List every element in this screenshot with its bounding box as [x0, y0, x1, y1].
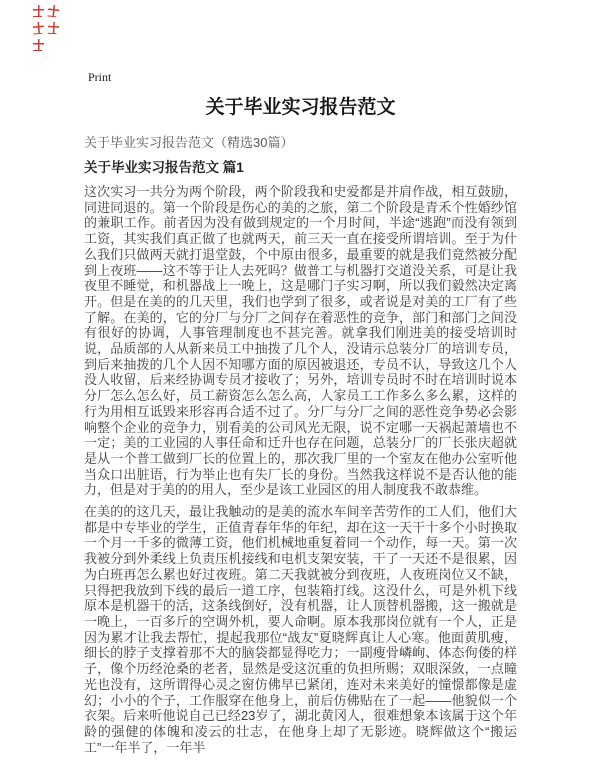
document-content — [84, 98, 517, 761]
paragraph-2: 在美的的这几天，最让我触动的是美的流水车间辛苦劳作的工人们，他们大都是中专毕业的学生，正值青春年华的年纪，却在这一天干十多个小时换取一个月一千多的微薄工资，他们机械地重复着同一个动作，每一天。第一次我被分到外柔线上负责压机接线和电机支架安装，干了一天还不是很累，因为白班再怎么累也好过夜班。第二天我就被分到夜班，人夜班岗位又不缺，只得把我放到下线的最后一道工序，包装箱打线。这没什么，可是外机下线原本是机器干的活，这条线倒好，没有机器，让人顶替机器搬，这一搬就是一晚上，一百多斤的空调外机，要人命啊。原本我那岗位就有一个人，正是因为累才让我去帮忙，提起我那位“战友”夏晓辉真让人心寒。他面黄肌瘦，细长的脖子支撑着那不大的脑袋都显得吃力；一副瘦骨嶙峋、体态佝偻的样子，像个历经沧桑的老者，显然是受这沉重的负担所赐；双眼深敛，一点瞳光也没有，这所谓得心灵之窗仿佛早已紧闭，连对未来美好的憧憬都像是虚幻；小小的个子，工作服穿在他身上，前后仿佛贴在了一起——他貌似一个衣架。后来听他说自己已经23岁了，湖北黄冈人，很难想象本该属于这个年龄的强健的体魄和凌云的壮志，在他身上却了无影迹。晓辉做这个“搬运工”一年半了，一年半 — [84, 504, 517, 755]
page-title: 关于毕业实习报告范文 — [205, 97, 396, 118]
section-heading: 关于毕业实习报告范文 篇1 — [84, 160, 244, 175]
print-link[interactable]: Print — [88, 70, 112, 84]
red-mark-glyph — [48, 22, 60, 35]
document-subtitle: 关于毕业实习报告范文（精选30篇） — [84, 135, 294, 150]
red-mark-glyph — [47, 4, 59, 17]
red-stamp-marks — [33, 5, 59, 51]
red-mark-glyph — [33, 39, 44, 51]
red-mark-glyph — [32, 22, 44, 35]
paragraph-1: 这次实习一共分为两个阶段，两个阶段我和史爱都是并肩作战，相互鼓励，同进同退的。第一个阶段是伤心的美的之旅，第二个阶段是青禾个性婚纱馆的兼职工作。前者因为没有做到规定的一个月时间，半途“逃跑”而没有领到工资，其实我们真正做了也就两天，前三天一直在接受所谓培训。至于为什么我们只做两天就打退堂鼓，个中原由很多，最重要的就是我们竟然被分配到上夜班——这不等于让人去死吗？做普工与机器打交道没关系，可是让我夜里不睡觉，和机器战上一晚上，这是哪门子实习啊，所以我们毅然决定离开。但是在美的的几天里，我们也学到了很多，或者说是对美的工厂有了些了解。在美的，它的分厂与分厂之间存在着恶性的竞争，部门和部门之间没有很好的协调，人事管理制度也不甚完善。就拿我们刚进美的接受培训时说，品质部的人从新来员工中抽拨了几个人，没请示总装分厂的培训专员，到后来抽拨的几个人因不知哪方面的原因被退还，专员不认，导致这几个人没人收留，后来经协调专员才接收了；另外，培训专员时不时在培训时说本分厂怎么怎么好，员工薪资怎么怎么高，人家员工工作多么多么累，这样的行为用相互诋毁来形容再合适不过了。分厂与分厂之间的恶性竞争势必会影响整个企业的竞争力，别看美的公司风光无限，说不定哪一天祸起萧墙也不一定；美的工业园的人事任命和迁升也存在问题，总装分厂的厂长张庆超就是从一个普工做到厂长的位置上的，那次我厂里的一个室友在他办公室听他当众口出脏语，行为举止也有失厂长的身份。当然我这样说不是否认他的能力，但是对于美的的用人，至少是该工业园区的用人制度我不敢恭维。 — [84, 184, 517, 498]
red-mark-glyph — [33, 5, 44, 17]
